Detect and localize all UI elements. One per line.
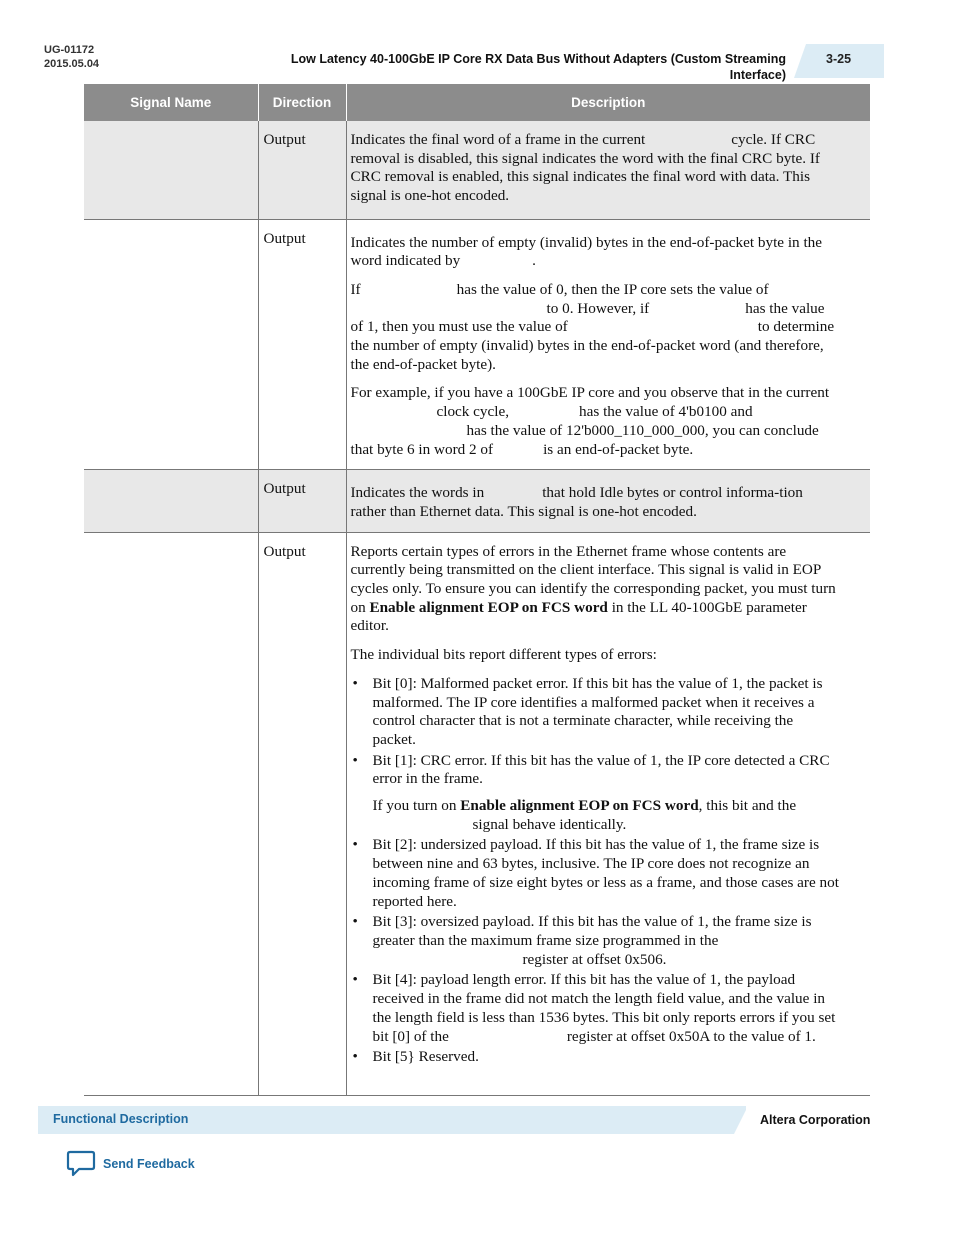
speech-bubble-icon bbox=[66, 1150, 96, 1178]
text-run: signal behave identically. bbox=[472, 815, 627, 833]
send-feedback-label: Send Feedback bbox=[103, 1157, 195, 1171]
text-run: in the LL 40-100GbE parameter editor. bbox=[350, 598, 807, 635]
bold-text-run: Enable alignment EOP on FCS word bbox=[460, 797, 699, 815]
direction-cell: Output bbox=[258, 532, 346, 1095]
text-run: If bbox=[350, 280, 361, 298]
list-item: • Bit [5} Reserved. bbox=[373, 1048, 841, 1067]
list-item-note bbox=[373, 797, 841, 834]
page-title-line2: Interface) bbox=[729, 68, 786, 82]
page-number-tab bbox=[794, 44, 884, 78]
list-item: • Bit [2]: undersized payload. If this bit has the value of 1, the frame size is between nine and 63 bytes, inclusive. The IP core does not recognize an incoming frame of size eight bytes or less as a frame, and those cases are not reported here. bbox=[373, 836, 841, 911]
bold-text-run: Enable alignment EOP on FCS word bbox=[369, 598, 608, 616]
text-run: Bit [3]: oversized payload. If this bit has the value of 1, the frame size is greater than the maximum frame size programmed in the bbox=[372, 913, 812, 949]
description-paragraph bbox=[351, 543, 841, 637]
description-cell bbox=[346, 219, 870, 470]
signal-name-cell bbox=[84, 219, 258, 470]
table-row bbox=[84, 470, 870, 532]
list-item bbox=[373, 752, 841, 835]
description-paragraph: The individual bits report different types of errors: bbox=[350, 646, 657, 664]
list-item: • Bit [0]: Malformed packet error. If this bit has the value of 1, the packet is malformed. The IP core identifies a malformed packet when it receives a control character that is not a terminate character, while receiving the packet. bbox=[373, 675, 841, 750]
text-run: register at offset 0x506. bbox=[522, 950, 667, 968]
table-row bbox=[84, 121, 870, 219]
table-header-row bbox=[84, 84, 870, 121]
column-header-signal-name: Signal Name bbox=[84, 84, 258, 121]
page-title-line1: Low Latency 40-100GbE IP Core RX Data Bus Without Adapters (Custom Streaming bbox=[290, 52, 786, 66]
description-paragraph bbox=[351, 384, 841, 459]
page-title bbox=[226, 51, 786, 83]
text-run: For example, if you have a 100GbE IP core and you observe that in the current bbox=[350, 384, 830, 402]
send-feedback-link[interactable] bbox=[66, 1150, 195, 1178]
column-header-description: Description bbox=[346, 84, 870, 121]
text-run: has the value of 4'b0100 and bbox=[579, 403, 753, 421]
text-run: Bit [1]: CRC error. If this bit has the value of 1, the IP core detected a CRC error in the frame. bbox=[372, 751, 830, 788]
error-bit-list bbox=[351, 675, 841, 1067]
text-run: Indicates the words in bbox=[350, 484, 485, 502]
text-run: has the value of 12'b000_110_000_000, you can conclude that byte 6 in word 2 of bbox=[350, 421, 819, 458]
signal-name-cell bbox=[84, 470, 258, 532]
list-item bbox=[373, 971, 841, 1046]
document-date: 2015.05.04 bbox=[44, 58, 100, 70]
list-item bbox=[373, 913, 841, 969]
document-id: UG-01172 bbox=[44, 44, 95, 56]
description-cell bbox=[346, 470, 870, 532]
page-number: 3-25 bbox=[826, 52, 852, 66]
text-run: register at offset 0x50A to the value of 1. bbox=[566, 1027, 816, 1045]
description-cell bbox=[346, 532, 870, 1095]
text-run: is an end-of-packet byte. bbox=[543, 440, 694, 458]
text-run: cycle. If CRC removal is disabled, this signal indicates the word with the final CRC byte. If CRC removal is enabled, this signal indicates the final word with data. This signal is one-hot encoded. bbox=[350, 131, 820, 205]
text-run: If you turn on bbox=[372, 797, 457, 815]
text-run: Reports certain types of errors in the Ethernet frame whose contents are currently being transmitted on the client interface. This signal is valid in EOP cycles only. To ensure you can identify the corresponding packet, you must turn on bbox=[350, 542, 836, 616]
direction-cell: Output bbox=[258, 219, 346, 470]
text-run: clock cycle, bbox=[436, 403, 510, 421]
description-paragraph bbox=[351, 234, 841, 271]
text-run: Indicates the number of empty (invalid) bytes in the end-of-packet byte in the word indicated by bbox=[350, 233, 823, 270]
signal-table bbox=[84, 84, 870, 1096]
direction-cell: Output bbox=[258, 121, 346, 219]
table-row bbox=[84, 219, 870, 470]
table-row bbox=[84, 532, 870, 1095]
page-number-tab-notch bbox=[794, 44, 806, 78]
signal-name-cell bbox=[84, 532, 258, 1095]
column-header-direction: Direction bbox=[258, 84, 346, 121]
text-run: Bit [4]: payload length error. If this bit has the value of 1, the payload received in the frame did not match the length field value, and the value in the length field is less than 1536 bytes. This bit only reports errors if you set bit [0] of the bbox=[372, 971, 836, 1045]
text-run: to 0. However, if bbox=[546, 299, 650, 317]
description-paragraph bbox=[351, 131, 841, 206]
text-run: has the value of 0, then the IP core sets the value of bbox=[456, 280, 769, 298]
signal-name-cell bbox=[84, 121, 258, 219]
footer-band-notch bbox=[734, 1106, 748, 1134]
direction-cell: Output bbox=[258, 470, 346, 532]
document-id-block bbox=[44, 43, 99, 71]
description-paragraph bbox=[351, 281, 841, 375]
text-run: has the value of 1, then you must use the value of bbox=[350, 299, 825, 336]
text-run: , this bit and the bbox=[698, 797, 797, 815]
text-run: to determine the number of empty (invalid) bytes in the end-of-packet word (and therefore, the end-of-packet byte). bbox=[350, 318, 835, 373]
description-cell bbox=[346, 121, 870, 219]
text-run: Indicates the final word of a frame in the current bbox=[350, 131, 646, 148]
description-paragraph bbox=[351, 484, 841, 521]
text-run: . bbox=[532, 252, 536, 270]
footer-section-link[interactable]: Functional Description bbox=[53, 1112, 189, 1126]
text-run: that hold Idle bytes or control informa-tion rather than Ethernet data. This signal is one-hot encoded. bbox=[350, 484, 803, 520]
footer-company: Altera Corporation bbox=[760, 1113, 871, 1127]
